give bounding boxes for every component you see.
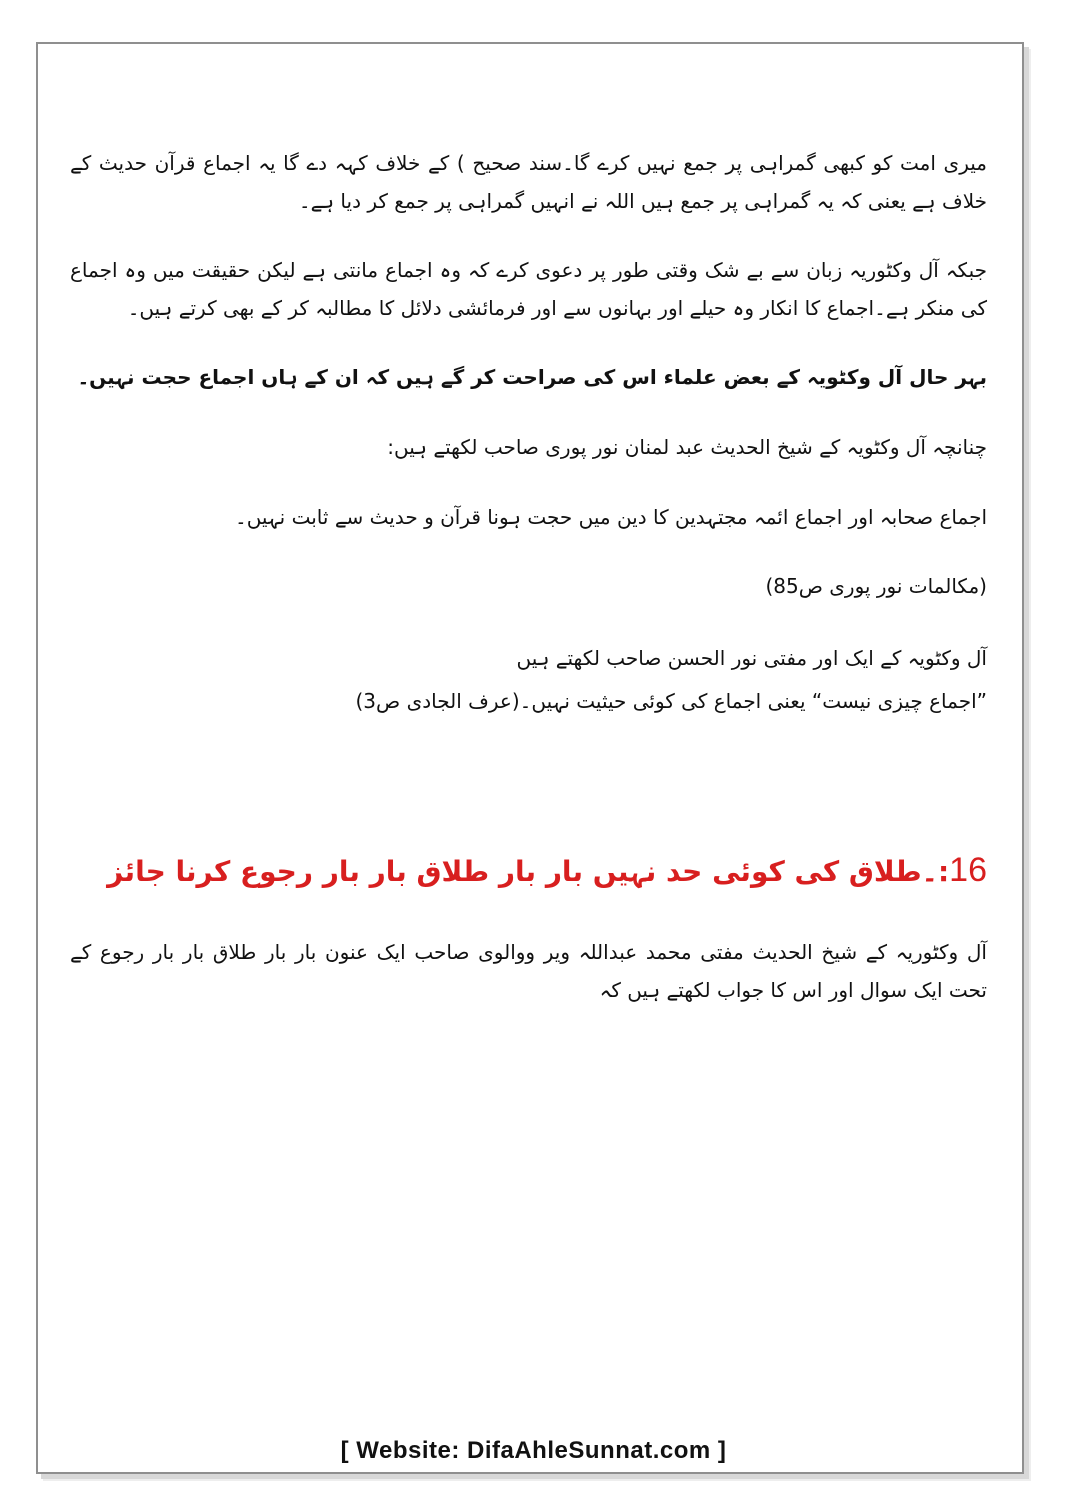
paragraph-noor-ul-hassan-intro: آل وکٹویہ کے ایک اور مفتی نور الحسن صاحب لکھتے ہیں: [516, 645, 987, 670]
section-title: :۔طلاق کی کوئی حد نہیں بار بار طلاق بار بار رجوع کرنا جائز: [107, 854, 950, 888]
quote-urf-al-jadi: ”اجماع چیزی نیست“ یعنی اجماع کی کوئی حیثیت نہیں۔(عرف الجادی ص3): [355, 689, 987, 714]
section-heading: [70, 845, 987, 896]
reference-mukalamat: (مکالمات نور پوری ص85): [765, 574, 987, 599]
paragraph-noorpuri-intro: چنانچہ آل وکٹویہ کے شیخ الحدیث عبد لمنان نور پوری صاحب لکھتے ہیں:: [387, 434, 987, 459]
section-number: 16: [949, 850, 987, 889]
website-footer: [ Website: DifaAhleSunnat.com ]: [340, 1437, 727, 1464]
paragraph-talaq-question: آل وکٹوریہ کے شیخ الحدیث مفتی محمد عبداللہ ویر ووالوی صاحب ایک عنون بار بار طلاق بار بار رجوع کے تحت ایک سوال اور اس کا جواب لکھتے ہیں کہ: [70, 939, 987, 1002]
paragraph-ijma-misguidance: میری امت کو کبھی گمراہی پر جمع نہیں کرے گا۔سند صحیح ) کے خلاف کہہ دے گا یہ اجماع قرآن حدیث کے خلاف ہے یعنی کہ یہ گمراہی پر جمع ہیں اللہ نے انہیں گمراہی پر جمع کر دیا ہے۔: [70, 151, 987, 213]
paragraph-scholars-explicit: بہر حال آل وکٹویہ کے بعض علماء اس کی صراحت کر گے ہیں کہ ان کے ہاں اجماع حجت نہیں۔: [77, 365, 987, 390]
quote-noorpuri: اجماع صحابہ اور اجماع ائمہ مجتہدین کا دین میں حجت ہونا قرآن و حدیث سے ثابت نہیں۔: [234, 504, 987, 529]
paragraph-verbal-claim: جبکہ آل وکٹوریہ زبان سے بے شک وقتی طور پر دعوی کرے کہ وہ اجماع مانتی ہے لیکن حقیقت میں وہ اجماع کی منکر ہے۔اجماع کا انکار وہ حیلے اور بہانوں سے اور فرمائشی دلائل کا مطالبہ کر کے بھی کرتے ہیں۔: [70, 258, 987, 320]
document-body: [70, 145, 987, 1041]
